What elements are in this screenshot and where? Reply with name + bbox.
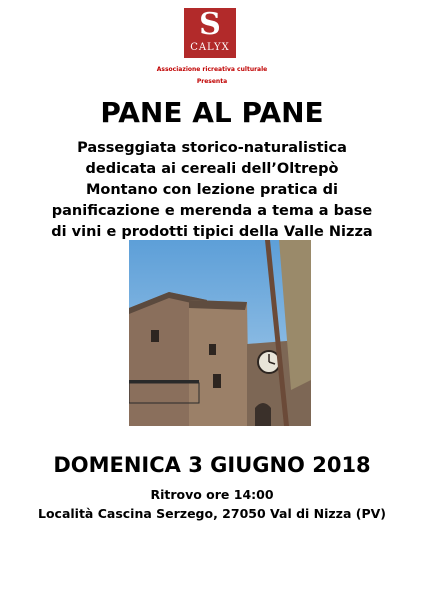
village-photo [129,240,311,426]
village-photo-illustration [129,240,311,426]
calyx-logo [184,8,236,58]
meeting-time: Ritrovo ore 14:00 [150,487,274,502]
presents-label: Presenta [196,78,228,85]
event-location: Località Cascina Serzego, 27050 Val di Nizza (PV) [37,506,387,521]
association-label: Associazione ricreativa culturale [156,66,268,73]
event-title: PANE AL PANE [100,96,324,129]
logo-text: CALYX [190,42,230,53]
event-description: Passeggiata storico-naturalistica dedicata ai cereali dell’Oltrepò Montano con lezione pratica di panificazione e merenda a tema a base di vini e prodotti tipici della Valle Nizza [51,140,373,240]
logo-mark: S [199,7,221,42]
event-date: DOMENICA 3 GIUGNO 2018 [53,453,371,477]
